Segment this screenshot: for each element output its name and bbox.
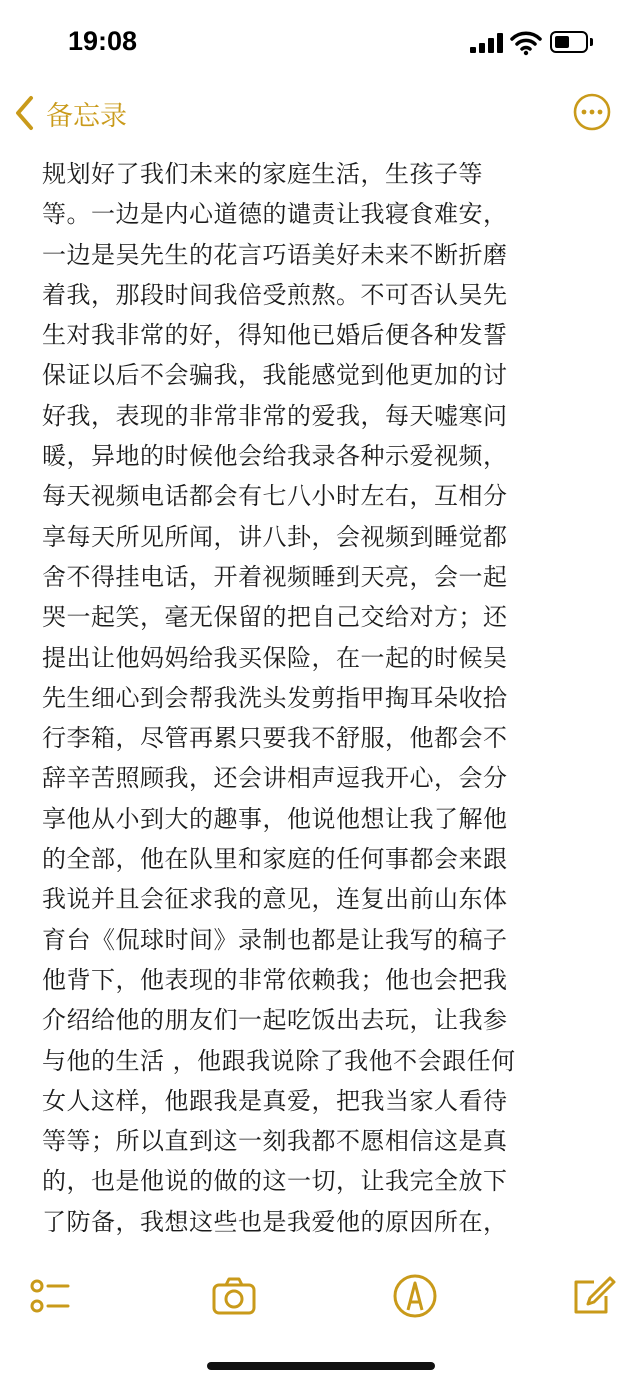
wifi-icon [510,30,542,56]
note-line: 享每天所见所闻，讲八卦，会视频到睡觉都 [42,522,508,551]
battery-icon [550,31,588,53]
note-line: 与他的生活 ，他跟我说除了我他不会跟任何 [42,1046,516,1075]
bottom-toolbar [0,1262,640,1332]
note-line: 生对我非常的好，得知他已婚后便各种发誓 [42,321,508,350]
checklist-icon[interactable] [26,1272,74,1320]
more-options-icon[interactable] [572,92,612,132]
note-line: 每天视频电话都会有七八小时左右，互相分 [42,482,508,511]
note-line: 规划好了我们未来的家庭生活，生孩子等 [42,160,483,188]
note-line: 行李箱，尽管再累只要我不舒服，他都会不 [42,724,508,753]
note-line: 先生细心到会帮我洗头发剪指甲掏耳朵收拾 [42,683,508,712]
note-line: 的，也是他说的做的这一切，让我完全放下 [42,1167,508,1196]
note-line: 介绍给他的朋友们一起吃饭出去玩，让我参 [42,1006,508,1035]
note-line: 好我，表现的非常非常的爱我，每天嘘寒问 [42,401,508,430]
markup-icon[interactable] [391,1272,439,1320]
note-line: 暖，异地的时候他会给我录各种示爱视频， [42,442,508,471]
compose-icon[interactable] [570,1272,618,1320]
note-line: 哭一起笑，毫无保留的把自己交给对方；还 [42,603,508,632]
note-line: 等。一边是内心道德的谴责让我寝食难安， [42,200,508,229]
camera-icon[interactable] [210,1272,258,1320]
note-line: 舍不得挂电话，开着视频睡到天亮，会一起 [42,562,508,591]
note-line: 了防备，我想这些也是我爱他的原因所在， [42,1207,508,1236]
note-line: 的全部，他在队里和家庭的任何事都会来跟 [42,845,508,874]
note-line: 他背下，他表现的非常依赖我；他也会把我 [42,965,508,994]
battery-tip [590,38,593,46]
note-line: 保证以后不会骗我，我能感觉到他更加的讨 [42,361,508,390]
back-button[interactable] [12,92,127,134]
navigation-bar [0,84,640,144]
cellular-signal-icon [470,33,504,53]
note-line: 女人这样，他跟我是真爱，把我当家人看待 [42,1086,508,1115]
note-line: 一边是吴先生的花言巧语美好未来不断折磨 [42,240,508,269]
note-line: 提出让他妈妈给我买保险，在一起的时候吴 [42,643,508,672]
chevron-left-icon [12,93,38,133]
note-line: 享他从小到大的趣事，他说他想让我了解他 [42,804,508,833]
note-line: 育台《侃球时间》录制也都是让我写的稿子 [42,925,508,954]
note-line: 着我，那段时间我倍受煎熬。不可否认吴先 [42,280,508,309]
home-indicator[interactable] [207,1362,435,1370]
note-line: 我说并且会征求我的意见，连复出前山东体 [42,885,508,914]
note-body[interactable] [42,154,602,1246]
status-time: 19:08 [68,26,138,56]
back-label: 备忘录 [46,100,127,132]
note-line: 辞辛苦照顾我，还会讲相声逗我开心，会分 [42,764,508,793]
note-line: 等等；所以直到这一刻我都不愿相信这是真 [42,1127,508,1156]
status-bar [0,0,640,84]
